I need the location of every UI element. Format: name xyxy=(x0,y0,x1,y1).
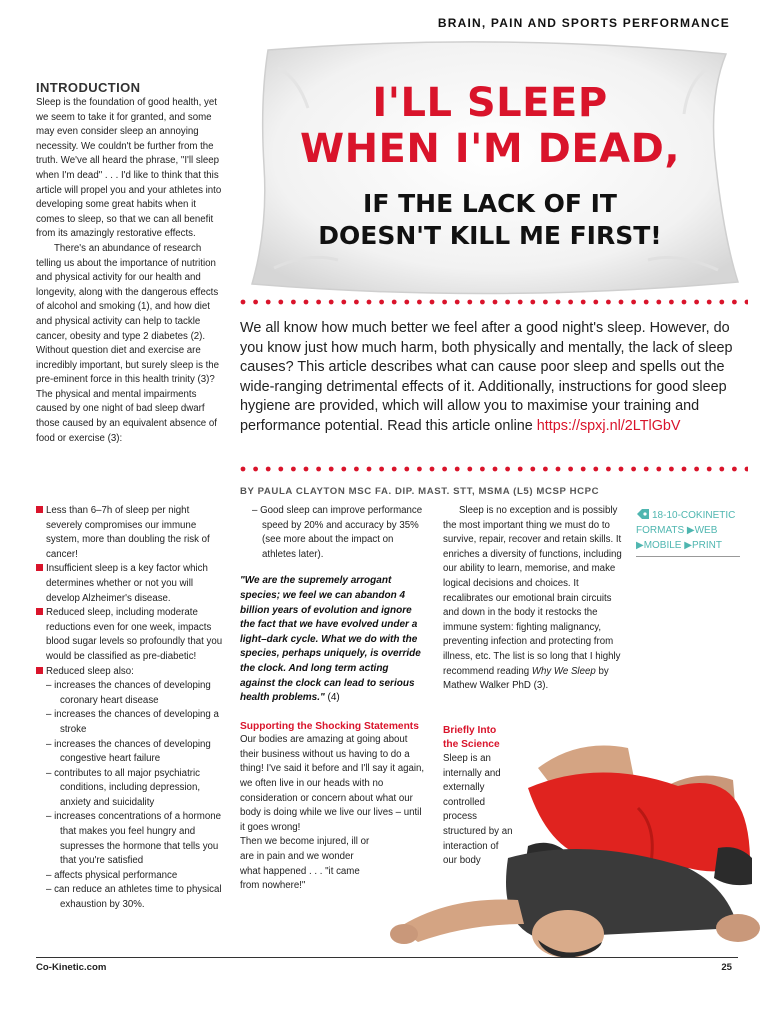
divider-dot xyxy=(694,467,699,472)
divider-dot xyxy=(619,300,624,305)
right-column xyxy=(443,504,625,694)
divider-dot xyxy=(530,300,535,305)
divider-dot xyxy=(266,467,271,472)
divider-dot xyxy=(581,467,586,472)
divider-dot xyxy=(719,467,724,472)
divider-dot xyxy=(278,300,283,305)
pull-quote: "We are the supremely arrogant species; we feel we can abandon 4 billion years of evolution and ignore the fact that we have evolved under a light–dark cycle. What we do with the species, perhaps uniquely, is override the clock. And long term acting against the clock can lead to serious health problems." (4) xyxy=(240,575,421,704)
lead-text: We all know how much better we feel after a good night's sleep. However, do you know just how much harm, both physically and mentally, the lack of sleep causes? This article describes what can cause poor sleep and spells out the wide-ranging detrimental effects of it. Additionally, instructions for good sleep hygiene are provided, which will allow you to maximise your training and performance potential. Read this article online xyxy=(240,320,733,434)
divider-dot xyxy=(619,467,624,472)
divider-dot xyxy=(493,467,498,472)
divider-dot xyxy=(644,300,649,305)
divider-dot xyxy=(493,300,498,305)
divider-dot xyxy=(556,467,561,472)
headline-line2: WHEN I'M DEAD, xyxy=(299,126,681,172)
divider-dot xyxy=(379,467,384,472)
bullet-square-icon xyxy=(36,608,43,615)
section-heading-briefly: Briefly Into the Science xyxy=(443,725,500,750)
dotted-divider-bottom xyxy=(240,466,748,472)
divider-dot xyxy=(644,467,649,472)
divider-dot xyxy=(568,467,573,472)
divider-dot xyxy=(656,300,661,305)
divider-dot xyxy=(543,300,548,305)
divider-dot xyxy=(367,300,372,305)
divider-dot xyxy=(669,467,674,472)
divider-dot xyxy=(606,467,611,472)
footer-rule xyxy=(36,957,738,958)
divider-dot xyxy=(417,467,422,472)
intro-paragraph-1: Sleep is the foundation of good health, yet we seem to take it for granted, and some may even consider sleep an annoying necessity. We couldn't be further from the truth. We've all heard the phrase, "I'll sleep when I'm dead" . . . I'd like to think that this article will propel you and your athletes into developing some great habits when it comes to sleep, so that we can all benefit from its amazingly restorative effects. xyxy=(36,97,222,240)
formats-box xyxy=(636,508,740,553)
sub-item: – contributes to all major psychiatric conditions, including depression, anxiety and suicidality xyxy=(46,767,201,808)
divider-dot xyxy=(480,467,485,472)
formats-mobile-print[interactable]: ▶MOBILE ▶PRINT xyxy=(636,540,722,551)
footer-site[interactable]: Co-Kinetic.com xyxy=(36,962,107,973)
divider-dot xyxy=(266,300,271,305)
divider-dot xyxy=(707,467,712,472)
divider-dot xyxy=(480,300,485,305)
divider-dot xyxy=(329,300,334,305)
divider-dot xyxy=(530,467,535,472)
divider-dot xyxy=(392,467,397,472)
lead-paragraph xyxy=(240,319,740,437)
divider-dot xyxy=(732,467,737,472)
divider-dot xyxy=(505,467,510,472)
divider-dot xyxy=(467,300,472,305)
byline: BY PAULA CLAYTON MSC FA. DIP. MAST. STT, MSMA (L5) MCSP HCPC xyxy=(240,486,600,497)
divider-dot xyxy=(341,300,346,305)
sub-item: – increases the chances of developing a stroke xyxy=(46,709,219,735)
divider-dot xyxy=(455,467,460,472)
sub-item: – affects physical performance xyxy=(46,869,178,881)
divider-dot xyxy=(543,467,548,472)
divider-dot xyxy=(745,300,748,305)
tag-icon xyxy=(636,508,650,520)
divider-dot xyxy=(505,300,510,305)
divider-dot xyxy=(404,467,409,472)
divider-dot xyxy=(304,300,309,305)
section-heading: Supporting the Shocking Statements xyxy=(240,720,419,732)
divider-dot xyxy=(367,467,372,472)
formats-web[interactable]: FORMATS ▶WEB xyxy=(636,525,718,536)
bullet-square-icon xyxy=(36,667,43,674)
divider-dot xyxy=(291,300,296,305)
formats-rule xyxy=(636,556,740,557)
divider-dot xyxy=(341,467,346,472)
divider-dot xyxy=(593,467,598,472)
headline-sub xyxy=(250,188,730,252)
divider-dot xyxy=(631,467,636,472)
body-text-2: Then we become injured, ill or are in pain and we wonder what happened . . . "it came from nowhere!" xyxy=(240,836,370,892)
dotted-divider-top xyxy=(240,299,748,305)
divider-dot xyxy=(278,467,283,472)
divider-dot xyxy=(669,300,674,305)
formats-code-line: 18-10-COKINETIC xyxy=(636,508,740,523)
intro-paragraph-2: There's an abundance of research telling us about the importance of nutrition and physical activity for our health and longevity, along with the dangerous effects of alcohol and smoking (1), and how diet and physical activity can help to tackle cancer, obesity and type 2 diabetes (2). Without question diet and exercise are incredibly important, but surely sleep is the pre-eminent force in this health trinity (3)? The physical and mental impairments caused by one night of bad sleep dwarf those caused by an equivalent absence of food or exercise (3): xyxy=(36,242,220,444)
sub-list xyxy=(36,679,228,913)
divider-dot xyxy=(430,467,435,472)
divider-dot xyxy=(430,300,435,305)
running-head: BRAIN, PAIN AND SPORTS PERFORMANCE xyxy=(437,16,730,30)
bullet-square-icon xyxy=(36,564,43,571)
divider-dot xyxy=(606,300,611,305)
dash-item: – Good sleep can improve performance speed by 20% and accuracy by 35% (see more about the impact on athletes later). xyxy=(252,505,423,560)
divider-dot xyxy=(719,300,724,305)
sub-item: – increases concentrations of a hormone that makes you feel hungry and supresses the hormone that tells you that you're satisfied xyxy=(46,811,222,867)
headline-sub1: IF THE LACK OF IT xyxy=(363,189,617,218)
right-paragraph: Sleep is no exception and is possibly the most important thing we must do to survive, repair, recover and retain skills. It enriches a diversity of functions, including our ability to learn, memorise, and make logical decisions and choices. It recalibrates our emotional brain circuits and down in the body it restocks the immune system: fighting malignancy, preventing infection and protecting from illness, etc. The list is so long that I highly recommend reading Why We Sleep by Mathew Walker PhD (3). xyxy=(443,505,622,692)
sub-item: – increases the chances of developing congestive heart failure xyxy=(46,738,211,765)
headline-main xyxy=(250,80,730,172)
athlete-image xyxy=(388,728,760,960)
bullet-item: Reduced sleep also: xyxy=(36,665,228,680)
bullet-square-icon xyxy=(36,506,43,513)
sub-item: – increases the chances of developing coronary heart disease xyxy=(46,680,211,706)
divider-dot xyxy=(455,300,460,305)
divider-dot xyxy=(392,300,397,305)
divider-dot xyxy=(732,300,737,305)
divider-dot xyxy=(467,467,472,472)
divider-dot xyxy=(329,467,334,472)
bullet-item: Less than 6–7h of sleep per night severely compromises our immune system, more than doubling the risk of cancer! xyxy=(36,504,228,562)
article-link[interactable]: https://spxj.nl/2LTlGbV xyxy=(536,417,681,434)
divider-dot xyxy=(316,300,321,305)
divider-dot xyxy=(682,467,687,472)
headline-line1: I'LL SLEEP xyxy=(372,80,608,126)
divider-dot xyxy=(354,467,359,472)
divider-dot xyxy=(253,467,258,472)
divider-dot xyxy=(745,467,748,472)
divider-dot xyxy=(316,467,321,472)
bullet-item: Reduced sleep, including moderate reductions even for one week, impacts blood sugar levels so profoundly that you would be classified as pre-diabetic! xyxy=(36,606,228,664)
divider-dot xyxy=(518,300,523,305)
body-text: Our bodies are amazing at going about their business without us having to do a thing! I've said it before and I'll say it again, we often live in our heads with no consideration or concern about what our body is doing while we live our lives – until it goes wrong! xyxy=(240,734,425,833)
divider-dot xyxy=(442,467,447,472)
bullet-item: Insufficient sleep is a key factor which determines whether or not you will develop Alzheimer's disease. xyxy=(36,562,228,606)
divider-dot xyxy=(417,300,422,305)
divider-dot xyxy=(304,467,309,472)
divider-dot xyxy=(442,300,447,305)
divider-dot xyxy=(404,300,409,305)
intro-heading: INTRODUCTION xyxy=(36,80,141,95)
divider-dot xyxy=(581,300,586,305)
divider-dot xyxy=(354,300,359,305)
page-number: 25 xyxy=(721,962,732,973)
divider-dot xyxy=(631,300,636,305)
sub-item: – can reduce an athletes time to physical exhaustion by 30%. xyxy=(46,884,222,911)
headline-sub2: DOESN'T KILL ME FIRST! xyxy=(318,221,662,250)
divider-dot xyxy=(241,300,246,305)
briefly-text: Sleep is an internally and externally controlled process structured by an interaction of our body xyxy=(443,753,513,867)
divider-dot xyxy=(253,300,258,305)
bullet-list xyxy=(36,504,228,913)
divider-dot xyxy=(291,467,296,472)
intro-text xyxy=(36,96,222,446)
divider-dot xyxy=(656,467,661,472)
divider-dot xyxy=(241,467,246,472)
divider-dot xyxy=(518,467,523,472)
divider-dot xyxy=(379,300,384,305)
quote-reference: (4) xyxy=(324,692,340,704)
divider-dot xyxy=(568,300,573,305)
divider-dot xyxy=(694,300,699,305)
divider-dot xyxy=(682,300,687,305)
divider-dot xyxy=(593,300,598,305)
divider-dot xyxy=(707,300,712,305)
book-title: Why We Sleep xyxy=(531,665,596,677)
divider-dot xyxy=(556,300,561,305)
